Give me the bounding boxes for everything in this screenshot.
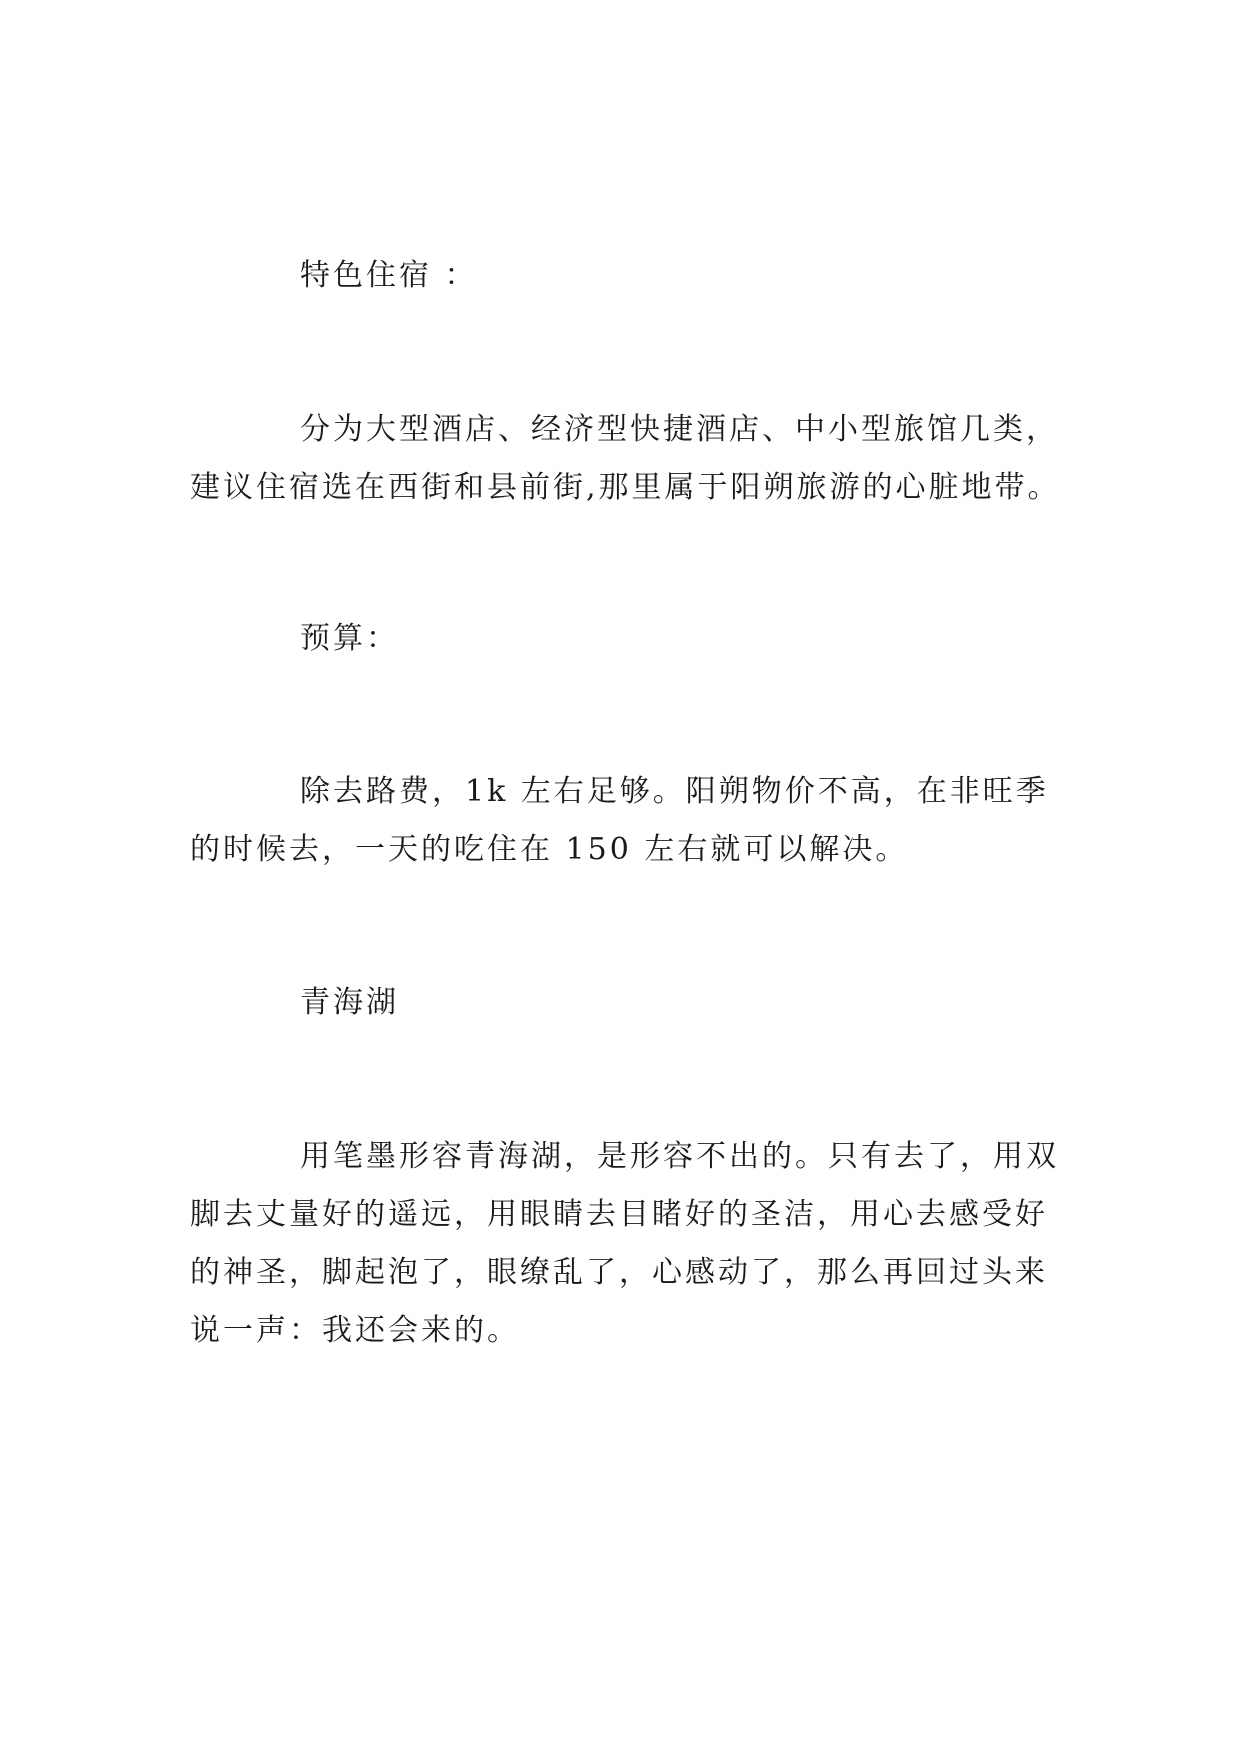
paragraph-line: 除去路费，1k 左右足够。阳朔物价不高，在非旺季 (300, 774, 1049, 809)
heading-qinghai-text: 青海湖 (300, 985, 399, 1020)
paragraph-line: 建议住宿选在西街和县前街,那里属于阳朔旅游的心脏地带。 (190, 470, 1061, 505)
paragraph-qinghai (190, 1136, 1060, 1351)
paragraph-line: 用笔墨形容青海湖，是形容不出的。只有去了，用双 (300, 1139, 1059, 1174)
paragraph-budget (190, 771, 1060, 870)
paragraph-accommodation (190, 409, 1060, 508)
heading-accommodation-text: 特色住宿 ： (300, 258, 478, 293)
paragraph-line: 脚去丈量好的遥远，用眼睛去目睹好的圣洁，用心去感受好 (190, 1197, 1048, 1232)
heading-budget-text: 预算： (300, 621, 399, 656)
heading-qinghai (190, 982, 1060, 1023)
paragraph-line: 说一声：我还会来的。 (190, 1313, 520, 1348)
paragraph-line: 分为大型酒店、经济型快捷酒店、中小型旅馆几类， (300, 412, 1059, 447)
paragraph-line: 的时候去，一天的吃住在 150 左右就可以解决。 (190, 832, 909, 867)
heading-accommodation (190, 255, 1060, 296)
paragraph-line: 的神圣，脚起泡了，眼缭乱了，心感动了，那么再回过头来 (190, 1255, 1048, 1290)
heading-budget (190, 618, 1060, 659)
